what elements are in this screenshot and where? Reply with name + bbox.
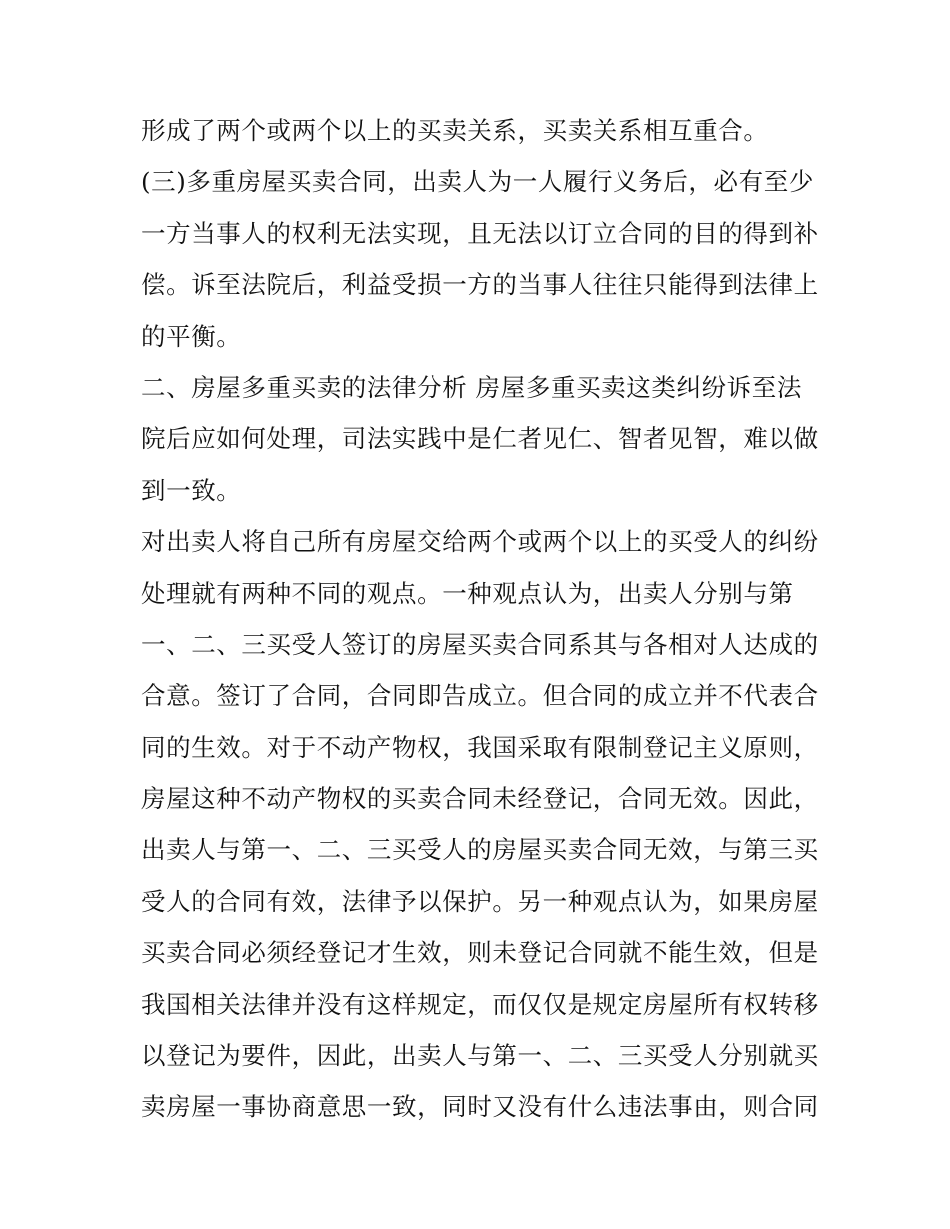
text-line: (三)多重房屋买卖合同，出卖人为一人履行义务后，必有至少 [141, 167, 814, 197]
text-line: 房屋这种不动产物权的买卖合同未经登记，合同无效。因此， [141, 784, 819, 814]
text-line: 院后应如何处理，司法实践中是仁者见仁、智者见智，难以做 [141, 424, 819, 454]
section-heading-line: 二、房屋多重买卖的法律分析 房屋多重买卖这类纠纷诉至法 [141, 372, 802, 402]
text-line: 同的生效。对于不动产物权，我国采取有限制登记主义原则， [141, 732, 819, 762]
text-line: 到一致。 [141, 475, 242, 505]
text-line: 偿。诉至法院后，利益受损一方的当事人往往只能得到法律上 [141, 270, 819, 300]
text-line: 对出卖人将自己所有房屋交给两个或两个以上的买受人的纠纷 [141, 527, 819, 557]
text-line: 以登记为要件，因此，出卖人与第一、二、三买受人分别就买 [141, 1041, 819, 1071]
text-line: 的平衡。 [141, 321, 242, 351]
document-body [141, 105, 821, 1133]
text-line: 一方当事人的权利无法实现，且无法以订立合同的目的得到补 [141, 218, 819, 248]
text-line: 买卖合同必须经登记才生效，则未登记合同就不能生效，但是 [141, 938, 819, 968]
text-line: 我国相关法律并没有这样规定，而仅仅是规定房屋所有权转移 [141, 989, 819, 1019]
text-line: 形成了两个或两个以上的买卖关系，买卖关系相互重合。 [141, 116, 769, 145]
text-line: 处理就有两种不同的观点。一种观点认为，出卖人分别与第 [141, 578, 794, 608]
text-line: 出卖人与第一、二、三买受人的房屋买卖合同无效，与第三买 [141, 835, 819, 865]
text-line: 受人的合同有效，法律予以保护。另一种观点认为，如果房屋 [141, 886, 819, 916]
text-line: 合意。签订了合同，合同即告成立。但合同的成立并不代表合 [141, 681, 819, 711]
text-line: 卖房屋一事协商意思一致，同时又没有什么违法事由，则合同 [141, 1092, 819, 1122]
text-line: 一、二、三买受人签订的房屋买卖合同系其与各相对人达成的 [141, 629, 819, 659]
